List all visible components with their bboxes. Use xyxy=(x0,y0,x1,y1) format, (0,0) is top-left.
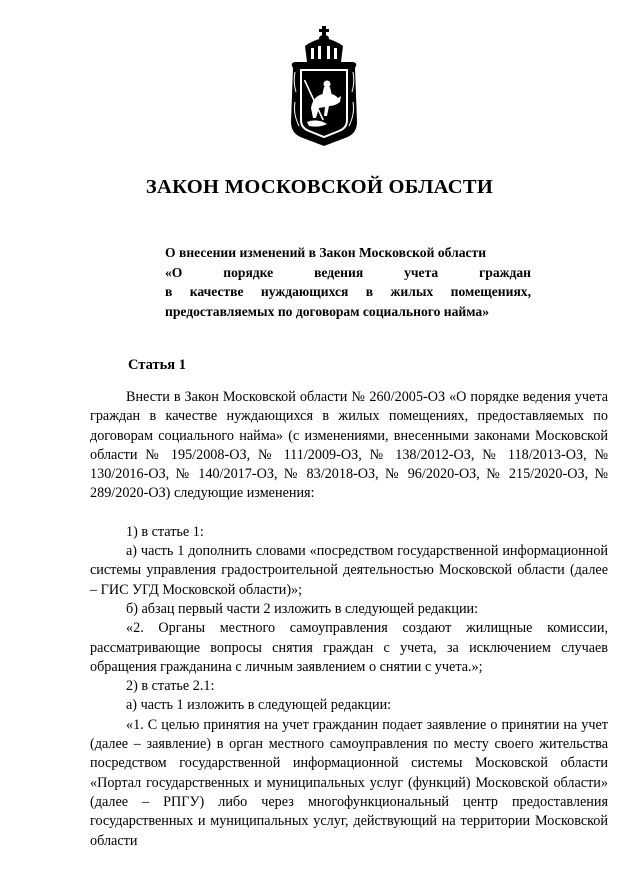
paragraph: «2. Органы местного самоуправления создают жилищные комиссии, рассматривающие вопросы снятия граждан с учета, за исключением случаев обращения гражданина с личным заявлением о снятии с учета.»; xyxy=(90,620,608,675)
subject-line: О внесении изменений в Закон Московской области xyxy=(165,245,487,260)
article-heading: Статья 1 xyxy=(128,357,186,373)
paragraph: Внести в Закон Московской области № 260/2005-ОЗ «О порядке ведения учета граждан в качестве нуждающихся в жилых помещениях, предоставляемых по договорам социального найма» (с изменениями, внесенными законами Московской области № 195/2008-ОЗ, № 111/2009-ОЗ, № 138/2012-ОЗ, № 118/2013-ОЗ, № 130/2016-ОЗ, № 140/2017-ОЗ, № 83/2018-ОЗ, № 96/2020-ОЗ, № 215/2020-ОЗ, № 289/2020-ОЗ) следующие изменения: xyxy=(90,389,608,502)
article-body xyxy=(90,388,608,851)
paragraph: а) часть 1 изложить в следующей редакции: xyxy=(126,697,392,714)
subject-line: предоставляемых по договорам социального найма» xyxy=(165,303,489,319)
coat-of-arms-icon xyxy=(283,22,365,148)
subject-line: «О порядке ведения учета граждан xyxy=(165,264,531,280)
paragraph: б) абзац первый части 2 изложить в следующей редакции: xyxy=(126,600,479,617)
law-title: ЗАКОН МОСКОВСКОЙ ОБЛАСТИ xyxy=(145,176,494,198)
paragraph: 2) в статье 2.1: xyxy=(126,678,215,695)
paragraph: а) часть 1 дополнить словами «посредством государственной информационной системы управления градостроительной деятельностью Московской области (далее – ГИС УГД Московской области)»; xyxy=(90,543,608,598)
paragraph: «1. С целью принятия на учет гражданин подает заявление о принятии на учет (далее – заявление) в орган местного самоуправления по месту своего жительства посредством государственной информационной системы Московской области «Портал государственных и муниципальных услуг (функций) Московской области» (далее – РПГУ) либо через многофункциональный центр предоставления государственных и муниципальных услуг, действующий на территории Московской области xyxy=(90,716,608,849)
paragraph: 1) в статье 1: xyxy=(126,523,204,540)
subject-line: в качестве нуждающихся в жилых помещениях, xyxy=(165,284,531,299)
law-subject xyxy=(165,243,531,321)
